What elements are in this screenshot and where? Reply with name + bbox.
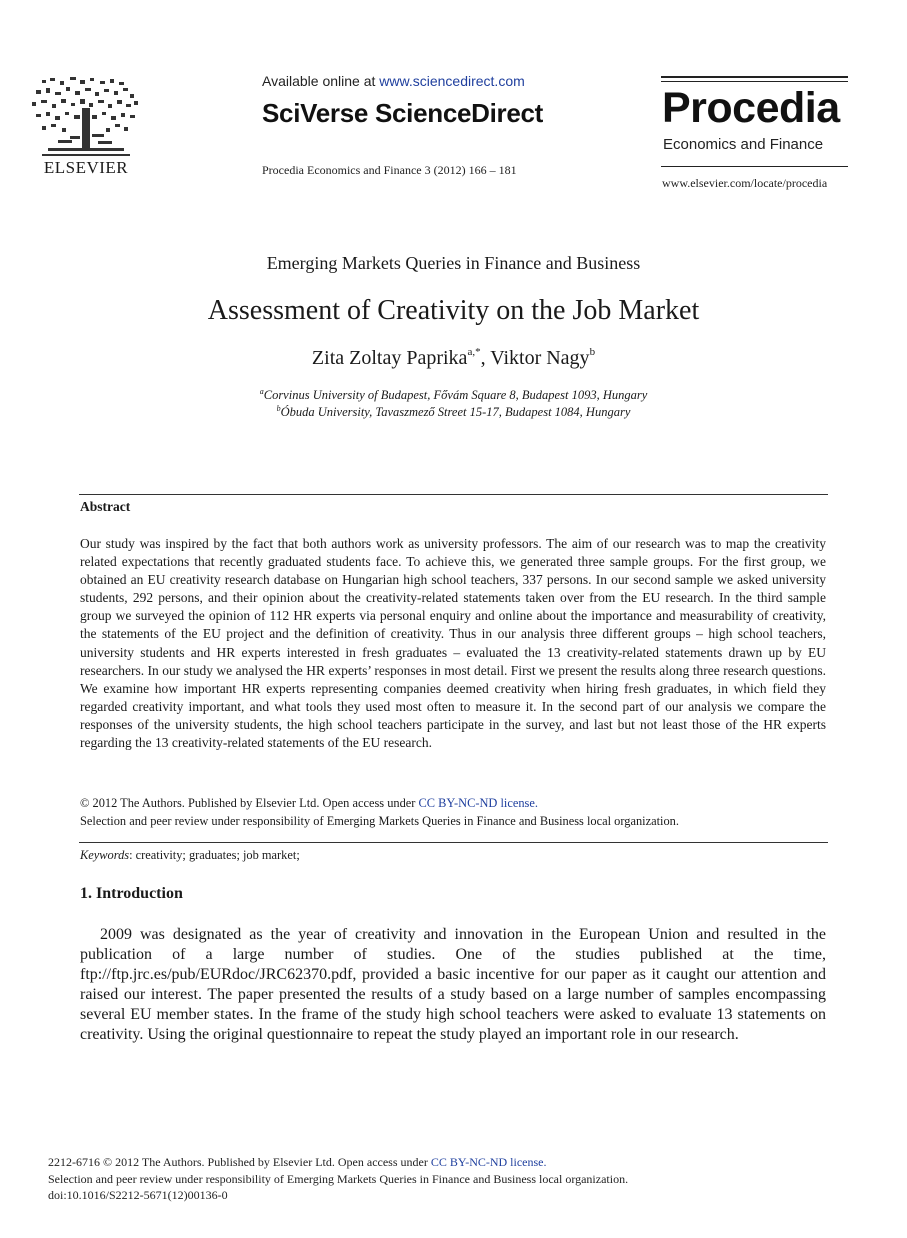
author-marks: a,*	[467, 346, 481, 358]
keywords-label: Keywords	[80, 848, 130, 862]
copyright-block	[80, 794, 826, 830]
affiliation	[0, 404, 907, 420]
footer-license-link[interactable]: CC BY-NC-ND license.	[430, 1155, 547, 1169]
paper-title: Assessment of Creativity on the Job Market	[207, 295, 700, 326]
keywords-list: : creativity; graduates; job market;	[129, 848, 300, 862]
available-prefix: Available online at	[262, 73, 380, 89]
author-list	[0, 346, 907, 370]
footer-open-access-prefix: Open access under	[334, 1155, 431, 1169]
introduction-text: 2009 was designated as the year of creativity and innovation in the European Union and resulted in the publication of a large number of studies. One of the studies published at the time, ftp://ftp.jrc.es/pub/EURdoc/JRC62370.pdf, provided a basic incentive for our paper as it caught our attention and raised our interest. The paper presented the results of a study based on a large number of samples encompassing several EU member states. In the frame of the study high school teachers were asked to evaluate 13 statements on creativity. Using the original questionnaire to repeat the study played an important role in our research.	[80, 926, 826, 1043]
author-marks: b	[589, 346, 596, 358]
abstract-heading: Abstract	[80, 499, 131, 514]
divider	[79, 494, 828, 495]
footer-doi[interactable]: doi:10.1016/S2212-5671(12)00136-0	[48, 1188, 228, 1202]
footer-issn-copyright: 2212-6716 © 2012 The Authors. Published by Elsevier Ltd.	[48, 1155, 335, 1169]
footer-peer-review: Selection and peer review under responsibility of Emerging Markets Queries in Finance and Business local organization.	[48, 1171, 629, 1186]
peer-review-note: Selection and peer review under responsibility of Emerging Markets Queries in Finance and Business local organization.	[80, 814, 679, 828]
divider	[661, 76, 848, 78]
available-online-line	[262, 73, 525, 89]
abstract-text: Our study was inspired by the fact that both authors work as university professors. The aim of our research was to map the creativity related expectations that recently graduated students face. To achieve this, we generated three sample groups. For the first group, we obtained an EU creativity research database on Hungarian high school teachers, 337 persons. In our second sample we asked university students, 292 persons, and their opinion about the creativity-related statements taken over from the EU research. In the third sample group we surveyed the opinion of 112 HR experts via personal enquiry and online about the importance and measurability of creativity, the statements of the EU project and the definition of creativity. Thus in our analysis three different groups – high school teachers, university students and HR experts interested in fresh graduates – evaluated the 13 creativity-related statements drawn up by EU researchers. In our study we analysed the HR experts’ responses in most detail. First we present the results along three research questions. We examine how important HR experts representing companies deemed creativity when hiring fresh graduates, in which field they regarded creativity important, and what tools they used most often to measure it. In the second part of our analysis we compare the responses of the university students, the high school teachers participate in the survey, and last but not least those of the HR experts regarding the 13 creativity-related statements of the EU research.	[80, 536, 826, 751]
affiliation-mark: b	[276, 404, 281, 413]
author-name: Viktor Nagy	[490, 347, 590, 369]
page-footer	[48, 1154, 828, 1204]
affiliation-text: Corvinus University of Budapest, Fővám Square 8, Budapest 1093, Hungary	[263, 388, 648, 402]
platform-name: SciVerse ScienceDirect	[262, 98, 544, 128]
journal-reference: Procedia Economics and Finance 3 (2012) 166 – 181	[262, 163, 517, 177]
author-separator: ,	[480, 347, 491, 369]
copyright-text: © 2012 The Authors. Published by Elsevier Ltd.	[80, 796, 320, 810]
journal-brand: Procedia	[662, 84, 840, 132]
author-name: Zita Zoltay Paprika	[311, 347, 468, 369]
conference-name: Emerging Markets Queries in Finance and Business	[266, 253, 641, 273]
journal-brand-subtitle: Economics and Finance	[663, 136, 824, 153]
publisher-name: ELSEVIER	[43, 158, 129, 177]
footer-copyright-line	[48, 1154, 828, 1171]
divider	[661, 166, 848, 167]
open-access-prefix: Open access under	[319, 796, 419, 810]
keywords-line	[80, 848, 300, 863]
copyright-line	[80, 794, 826, 812]
journal-url[interactable]: www.elsevier.com/locate/procedia	[662, 176, 828, 190]
affiliation-mark: a	[259, 387, 264, 396]
sciencedirect-link[interactable]: www.sciencedirect.com	[379, 73, 525, 89]
affiliation	[0, 387, 907, 403]
section-heading: 1. Introduction	[80, 885, 183, 902]
license-link[interactable]: CC BY-NC-ND license.	[418, 796, 538, 810]
divider	[661, 81, 848, 82]
divider	[79, 842, 828, 843]
affiliation-text: Óbuda University, Tavaszmező Street 15-17, Budapest 1084, Hungary	[280, 405, 631, 419]
